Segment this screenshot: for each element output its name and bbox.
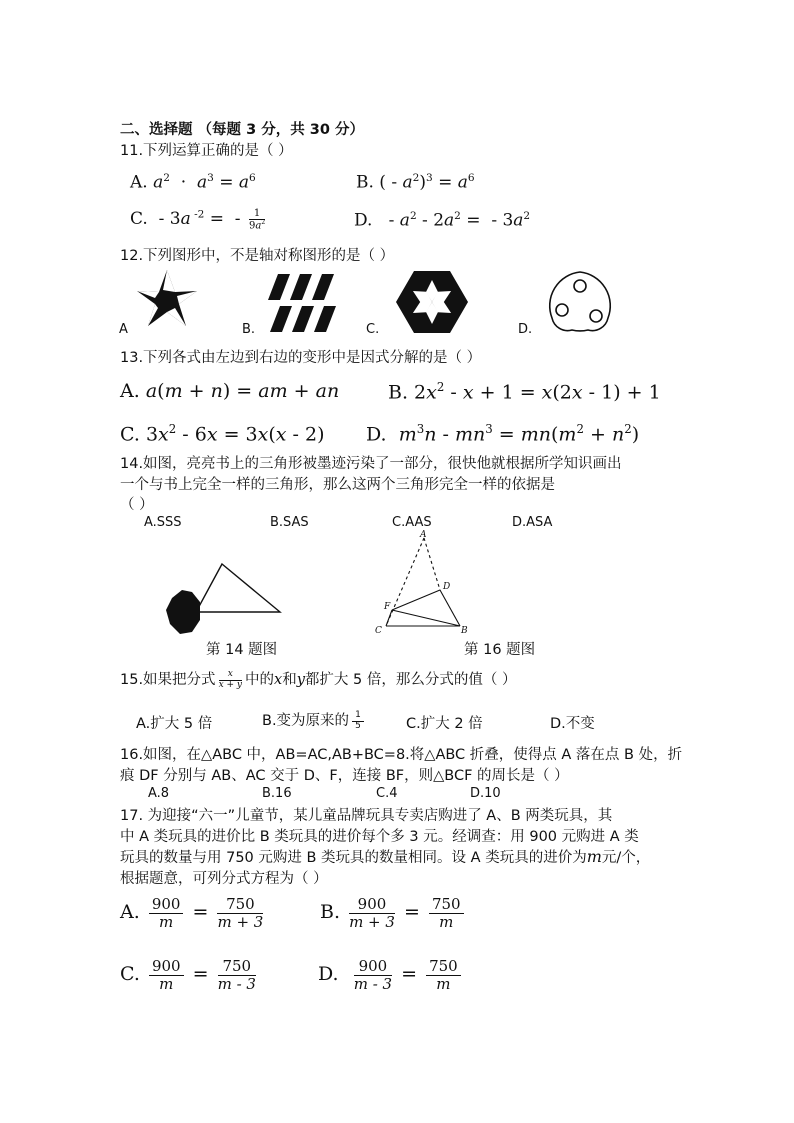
- figure-pinwheel-star: [122, 262, 212, 342]
- q11-stem: 11.下列运算正确的是（ ）: [120, 143, 293, 159]
- q12-label-d: D.: [518, 322, 533, 337]
- figure-16-point-a: A: [420, 530, 427, 540]
- q13-option-d: D. $m^3n - mn^3 = mn(m^2 + n^2)$: [366, 422, 640, 446]
- q17-stem-line2: 中 A 类玩具的进价比 B 类玩具的进价每个多 3 元。经调查：用 900 元购进 A 类: [120, 829, 639, 845]
- q14-stem-line2: 一个与书上完全一样的三角形，那么这两个三角形完全一样的依据是: [120, 477, 555, 493]
- q14-option-c: C.AAS: [392, 515, 432, 530]
- q15-option-a: A.扩大 5 倍: [136, 716, 213, 732]
- q13-stem: 13.下列各式由左边到右边的变形中是因式分解的是（ ）: [120, 350, 482, 366]
- q17-option-a: A. $\frac{900}{m}$ = $\frac{750}{m + 3}$: [120, 895, 264, 931]
- q12-label-b: B.: [242, 322, 256, 337]
- q16-option-c: C.4: [376, 786, 398, 801]
- q13-option-c: C. $3x^2 - 6x = 3x(x - 2)$: [120, 422, 325, 446]
- figure-16-point-f: F: [384, 602, 391, 612]
- q16-stem-line1: 16.如图，在△ABC 中，AB=AC,AB+BC=8.将△ABC 折叠，使得点 A 落在点 B 处，折: [120, 747, 683, 763]
- figure-14-ink-triangle: [160, 558, 290, 640]
- q12-label-c: C.: [366, 322, 380, 337]
- q17-option-c: C. $\frac{900}{m}$ = $\frac{750}{m - 3}$: [120, 957, 256, 993]
- q11-option-c: C. - 3a $^{-2}$ = - $\frac{1}{9a^2}$: [130, 208, 266, 232]
- q12-stem: 12.下列图形中，不是轴对称图形的是（ ）: [120, 248, 395, 264]
- q14-stem-line1: 14.如图，亮亮书上的三角形被墨迹污染了一部分，很快他就根据所学知识画出: [120, 456, 622, 472]
- q15-option-c: C.扩大 2 倍: [406, 716, 483, 732]
- q13-option-b: B. $2x^2 - x + 1 = x(2x - 1) + 1$: [388, 380, 661, 404]
- figure-16-point-c: C: [375, 626, 382, 636]
- figure-16-point-b: B: [461, 626, 468, 636]
- section-title: 二、选择题 （每题 3 分，共 30 分）: [120, 122, 365, 138]
- figure-parallel-bars: [268, 272, 348, 336]
- q11-option-d: D. - $a^2 - 2a^2$ = - $3a^2$: [354, 210, 531, 231]
- q17-stem-line1: 17. 为迎接“六一”儿童节，某儿童品牌玩具专卖店购进了 A、B 两类玩具，其: [120, 808, 613, 824]
- q16-option-a: A.8: [148, 786, 170, 801]
- q14-stem-line3: （ ）: [120, 497, 154, 513]
- figure-16-point-d: D: [443, 582, 451, 592]
- q11-option-b: B. ( - $a^2)^3 = a^6$: [356, 172, 475, 193]
- q11-option-a: A. $a^2 \cdot a^3 = a^6$: [130, 172, 256, 193]
- figure-14-caption: 第 14 题图: [206, 642, 278, 658]
- q15-stem: 15.如果把分式 $\frac{x}{x + y}$ 中的x和y都扩大 5 倍，那么分式的值（ ）: [120, 668, 517, 690]
- q17-stem-line4: 根据题意，可列分式方程为（ ）: [120, 871, 328, 887]
- figure-16-folded-triangle: [370, 530, 480, 640]
- q16-stem-line2: 痕 DF 分别与 AB、AC 交于 D、F，连接 BF，则△BCF 的周长是（ ）: [120, 768, 569, 784]
- q13-option-a: A. a(m + n) = am + an: [120, 380, 340, 402]
- q14-option-d: D.ASA: [512, 515, 553, 530]
- q14-option-b: B.SAS: [270, 515, 309, 530]
- figure-16-caption: 第 16 题图: [464, 642, 536, 658]
- q17-stem-line3: 玩具的数量与用 750 元购进 B 类玩具的数量相同。设 A 类玩具的进价为m元/个，: [120, 847, 651, 866]
- q16-option-d: D.10: [470, 786, 501, 801]
- figure-three-circles: [540, 266, 620, 338]
- figure-hexagon-flower: [392, 266, 472, 338]
- q14-option-a: A.SSS: [144, 515, 182, 530]
- q17-option-b: B. $\frac{900}{m + 3}$ = $\frac{750}{m}$: [320, 896, 467, 930]
- q17-option-d: D. $\frac{900}{m - 3}$ = $\frac{750}{m}$: [318, 958, 464, 992]
- q15-option-b: B.变为原来的 $\frac{1}{5}$: [262, 709, 367, 731]
- q16-option-b: B.16: [262, 786, 292, 801]
- q15-option-d: D.不变: [550, 716, 595, 732]
- q12-label-a: A: [119, 322, 128, 337]
